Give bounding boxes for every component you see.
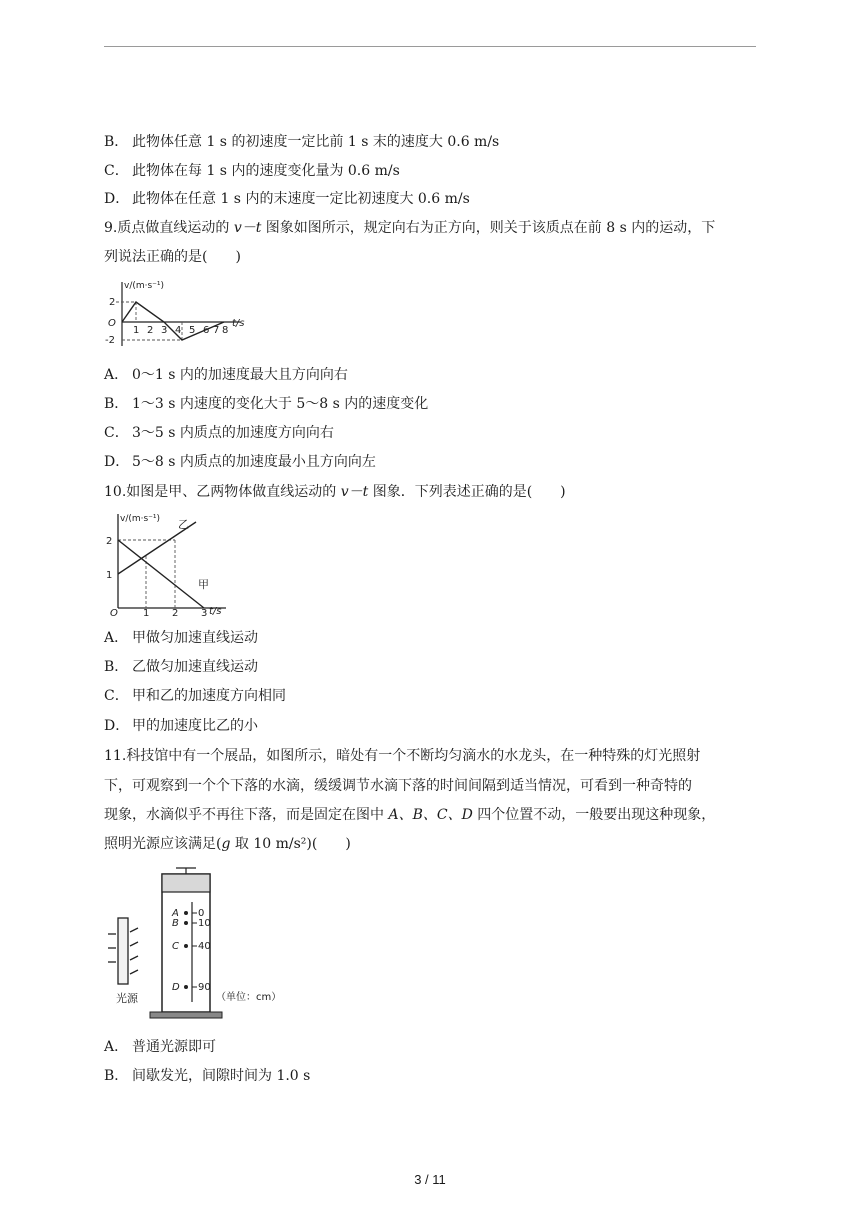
point-label: B xyxy=(172,918,179,929)
q11-stem-part: 现象，水滴似乎不再往下落，而是固定在图中 xyxy=(104,807,389,823)
q8-option-d xyxy=(104,189,470,209)
x-tick-label: 1 xyxy=(133,325,140,336)
option-letter: A． xyxy=(104,1039,129,1055)
option-letter: B． xyxy=(104,659,129,675)
option-letter: C． xyxy=(104,163,129,179)
q10-stem-part: 10.如图是甲、乙两物体做直线运动的 xyxy=(104,484,341,500)
x-tick-label: 3 xyxy=(161,325,168,336)
y-tick-label: 1 xyxy=(106,570,113,581)
q10-option-c xyxy=(104,686,286,706)
point-label: D xyxy=(172,982,180,993)
column-top xyxy=(162,874,210,892)
q9-option-a xyxy=(104,365,348,385)
scale-label: 90 xyxy=(198,982,211,993)
q11-stem-part: 四个位置不动，一般要出现这种现象， xyxy=(472,807,716,823)
drop-a xyxy=(184,911,188,915)
q10-stem-part: 图象．下列表述正确的是( ) xyxy=(368,484,566,500)
q11-stem-line2: 下，可观察到一个个下落的水滴，缓缓调节水滴下落的时间间隔到适当情况，可看到一种奇特的 xyxy=(104,778,692,794)
option-letter: B． xyxy=(104,1068,129,1084)
x-axis-label: t/s xyxy=(232,318,245,329)
x-tick-label: 7 xyxy=(213,325,220,336)
drop-b xyxy=(184,921,188,925)
option-text: 0～1 s 内的加速度最大且方向向右 xyxy=(132,367,348,383)
x-tick-label: 2 xyxy=(147,325,154,336)
q11-stem-line4 xyxy=(104,834,351,854)
scale-label: 0 xyxy=(198,908,205,919)
option-text: 此物体在每 1 s 内的速度变化量为 0.6 m/s xyxy=(132,163,400,179)
x-tick-label: 8 xyxy=(222,325,229,336)
scale-label: 40 xyxy=(198,941,211,952)
option-letter: A． xyxy=(104,367,129,383)
line-jia xyxy=(118,540,204,608)
q8-option-b xyxy=(104,132,499,152)
page-number: 3 / 11 xyxy=(414,1172,446,1187)
unit-label: （单位：cm） xyxy=(216,992,282,1003)
option-text: 此物体任意 1 s 的初速度一定比前 1 s 末的速度大 0.6 m/s xyxy=(132,134,500,150)
x-axis-label: t/s xyxy=(209,606,222,617)
x-tick-label: 4 xyxy=(175,325,182,336)
option-letter: D． xyxy=(104,191,130,207)
q10-vt: v－t xyxy=(340,484,369,500)
x-tick-label: 3 xyxy=(201,608,208,618)
q10-option-a xyxy=(104,628,258,648)
option-text: 5～8 s 内质点的加速度最小且方向向左 xyxy=(132,454,376,470)
option-letter: A． xyxy=(104,630,129,646)
y-axis-label: v/(m·s⁻¹) xyxy=(124,281,165,291)
option-letter: B． xyxy=(104,396,129,412)
option-letter: C． xyxy=(104,688,129,704)
y-tick-label: 2 xyxy=(109,297,116,308)
label-yi: 乙 xyxy=(178,518,189,531)
option-text: 甲的加速度比乙的小 xyxy=(132,718,258,734)
origin-label: O xyxy=(108,318,116,329)
q9-stem-part: 9.质点做直线运动的 xyxy=(104,220,234,236)
q11-stem-part: 取 10 m/s²)( ) xyxy=(230,836,351,852)
q9-stem-line2: 列说法正确的是( ) xyxy=(104,249,241,265)
header-rule xyxy=(104,46,756,47)
option-text: 甲和乙的加速度方向相同 xyxy=(132,688,286,704)
q11-stem-part: 照明光源应该满足( xyxy=(104,836,222,852)
q11-option-b xyxy=(104,1066,310,1086)
x-tick-label: 6 xyxy=(203,325,210,336)
q9-stem-line1 xyxy=(104,218,715,238)
q9-vt-graph xyxy=(100,276,260,352)
option-text: 甲做匀加速直线运动 xyxy=(132,630,258,646)
q9-stem-part: 图象如图所示，规定向右为正方向，则关于该质点在前 8 s 内的运动，下 xyxy=(261,220,716,236)
q10-stem xyxy=(104,482,566,502)
light-source-label: 光源 xyxy=(116,992,138,1005)
option-letter: D． xyxy=(104,718,130,734)
q11-stem-line1: 11.科技馆中有一个展品，如图所示，暗处有一个不断均匀滴水的水龙头，在一种特殊的灯光照射 xyxy=(104,748,701,764)
q9-option-b xyxy=(104,394,428,414)
q9-vt: v－t xyxy=(233,220,262,236)
q10-vt-graph xyxy=(100,508,240,618)
option-text: 此物体在任意 1 s 内的末速度一定比初速度大 0.6 m/s xyxy=(132,191,470,207)
y-axis-label: v/(m·s⁻¹) xyxy=(120,514,161,524)
q9-option-c xyxy=(104,423,334,443)
x-tick-label: 5 xyxy=(189,325,196,336)
option-text: 普通光源即可 xyxy=(132,1039,216,1055)
drop-c xyxy=(184,944,188,948)
option-text: 1～3 s 内速度的变化大于 5～8 s 内的速度变化 xyxy=(132,396,429,412)
origin-label: O xyxy=(110,608,118,618)
q11-stem-line3 xyxy=(104,805,715,825)
q11-g: g xyxy=(221,836,231,852)
drop-d xyxy=(184,985,188,989)
option-letter: C． xyxy=(104,425,129,441)
label-jia: 甲 xyxy=(198,578,209,591)
q8-option-c xyxy=(104,161,400,181)
option-text: 乙做匀加速直线运动 xyxy=(132,659,258,675)
x-tick-label: 2 xyxy=(172,608,179,618)
x-tick-label: 1 xyxy=(143,608,150,618)
q10-option-b xyxy=(104,657,258,677)
light-source-icon xyxy=(108,918,138,984)
point-label: A xyxy=(172,908,179,919)
y-tick-label: -2 xyxy=(105,335,115,346)
q11-apparatus-figure xyxy=(104,862,294,1024)
point-label: C xyxy=(172,941,179,952)
option-letter: D． xyxy=(104,454,130,470)
q10-option-d xyxy=(104,716,258,736)
column-base xyxy=(150,1012,222,1018)
option-text: 3～5 s 内质点的加速度方向向右 xyxy=(132,425,334,441)
y-tick-label: 2 xyxy=(106,536,113,547)
scale-label: 10 xyxy=(198,918,211,929)
option-letter: B． xyxy=(104,134,129,150)
q9-option-d xyxy=(104,452,376,472)
q11-option-a xyxy=(104,1037,216,1057)
option-text: 间歇发光，间隙时间为 1.0 s xyxy=(132,1068,311,1084)
q11-points: A、B、C、D xyxy=(388,807,473,823)
